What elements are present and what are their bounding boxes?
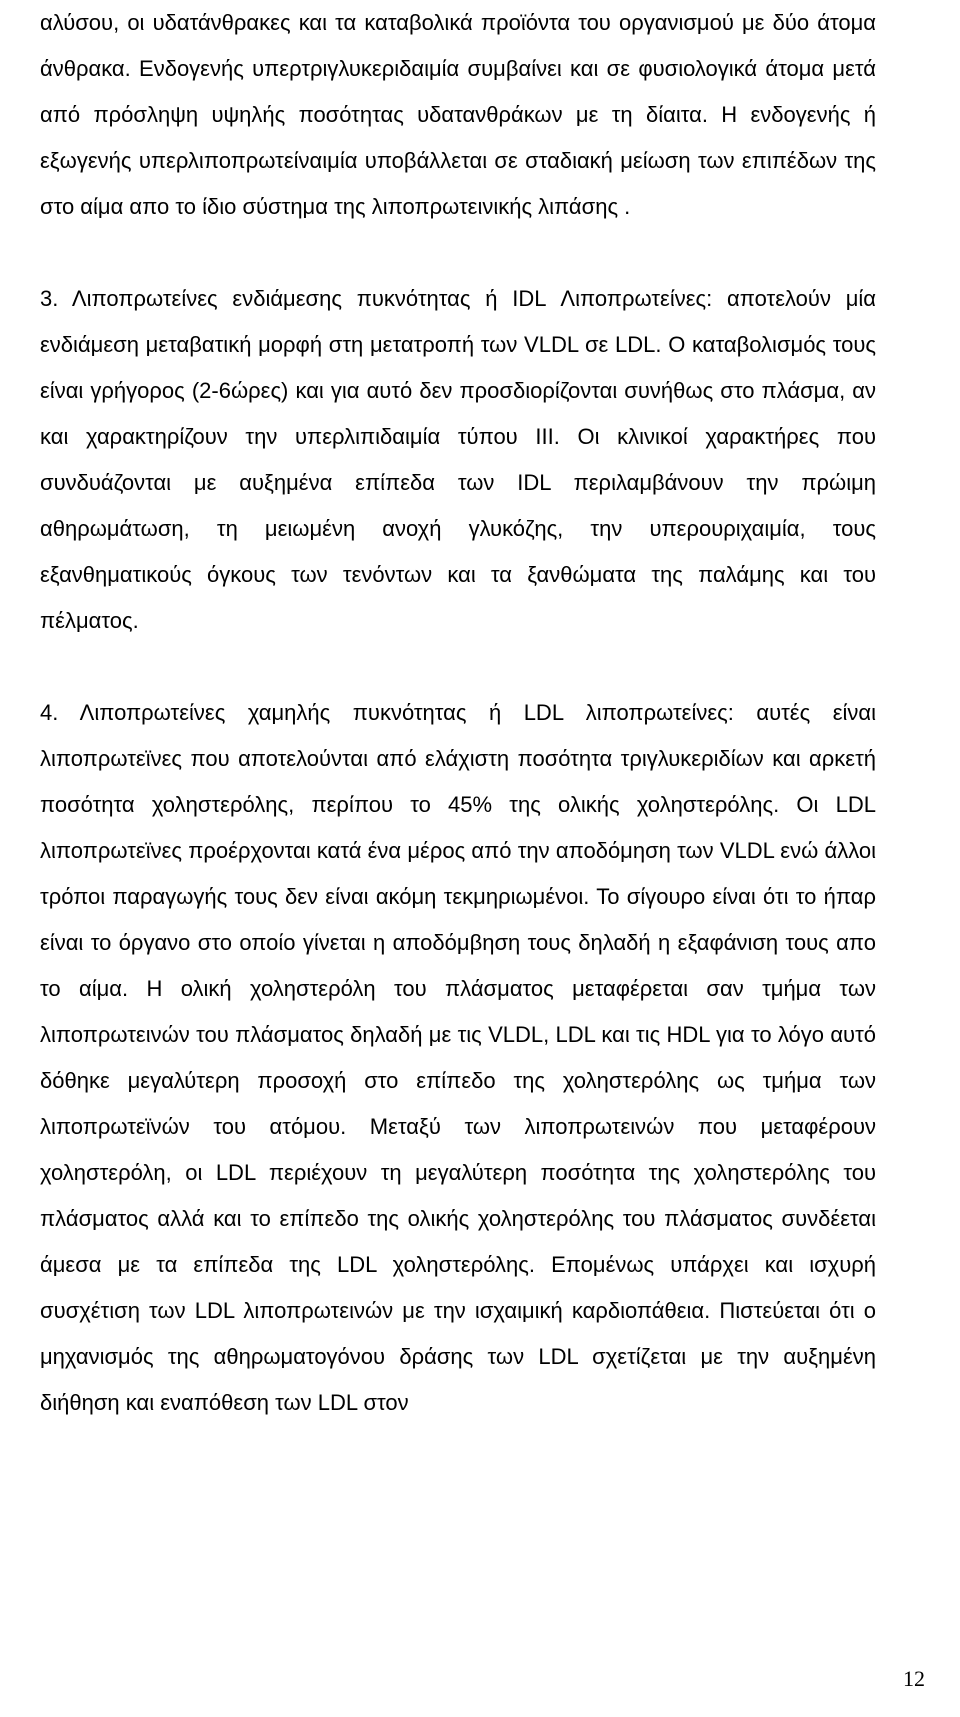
paragraph-gap xyxy=(40,644,876,690)
paragraph-ldl: 4. Λιποπρωτείνες χαμηλής πυκνότητας ή LDL λιποπρωτείνες: αυτές είναι λιποπρωτεϊνες που αποτελούνται από ελάχιστη ποσότητα τριγλυκεριδίων και αρκετή ποσότητα χοληστερόλης, περίπου το 45% της ολικής χοληστερόλης. Οι LDL λιποπρωτεϊνες προέρχονται κατά ένα μέρος από την αποδόμηση των VLDL ενώ άλλοι τρόποι παραγωγής τους δεν είναι ακόμη τεκμηριωμένοι. Το σίγουρο είναι ότι το ήπαρ είναι το όργανο στο οποίο γίνεται η αποδόμβηση τους δηλαδή η εξαφάνιση τους απο το αίμα. Η ολική χοληστερόλη του πλάσματος μεταφέρεται σαν τμήμα των λιποπρωτεινών του πλάσματος δηλαδή με τις VLDL, LDL και τις HDL για το λόγο αυτό δόθηκε μεγαλύτερη προσοχή στο επίπεδο της χοληστερόλης ως τμήμα των λιποπρωτεϊνών του ατόμου. Μεταξύ των λιποπρωτεινών που μεταφέρουν χοληστερόλη, οι LDL περιέχουν τη μεγαλύτερη ποσότητα της χοληστερόλης του πλάσματος αλλά και το επίπεδο της ολικής χοληστερόλης του πλάσματος συνδέεται άμεσα με τα επίπεδα της LDL χοληστερόλης. Επομένως υπάρχει και ισχυρή συσχέτιση των LDL λιποπρωτεινών με την ισχαιμική καρδιοπάθεια. Πιστεύεται ότι ο μηχανισμός της αθηρωματογόνου δράσης των LDL σχετίζεται με την αυξημένη διήθηση και εναπόθεση των LDL στον xyxy=(40,700,876,1415)
paragraph-continuation: αλύσου, οι υδατάνθρακες και τα καταβολικά προϊόντα του οργανισμού με δύο άτομα άνθρακα. Ενδογενής υπερτριγλυκεριδαιμία συμβαίνει και σε φυσιολογικά άτομα μετά από πρόσληψη υψηλής ποσότητας υδατανθράκων με τη δίαιτα. Η ενδογενής ή εξωγενής υπερλιποπρωτείναιμία υποβάλλεται σε σταδιακή μείωση των επιπέδων της στο αίμα απο το ίδιο σύστημα της λιποπρωτεινικής λιπάσης . xyxy=(40,10,876,219)
paragraph-idl: 3. Λιποπρωτείνες ενδιάμεσης πυκνότητας ή IDL Λιποπρωτείνες: αποτελούν μία ενδιάμεση μεταβατική μορφή στη μετατροπή των VLDL σε LDL. Ο καταβολισμός τους είναι γρήγορος (2-6ώρες) και για αυτό δεν προσδιορίζονται συνήθως στο πλάσμα, αν και χαρακτηρίζουν την υπερλιπιδαιμία τύπου III. Οι κλινικοί χαρακτήρες που συνδυάζονται με αυξημένα επίπεδα των IDL περιλαμβάνουν την πρώιμη αθηρωμάτωση, τη μειωμένη ανοχή γλυκόζης, την υπερουριχαιμία, τους εξανθηματικούς όγκους των τενόντων και τα ξανθώματα της παλάμης και του πέλματος. xyxy=(40,286,876,633)
document-body xyxy=(40,0,876,1426)
page-number: 12 xyxy=(903,1666,925,1691)
paragraph-gap xyxy=(40,230,876,276)
